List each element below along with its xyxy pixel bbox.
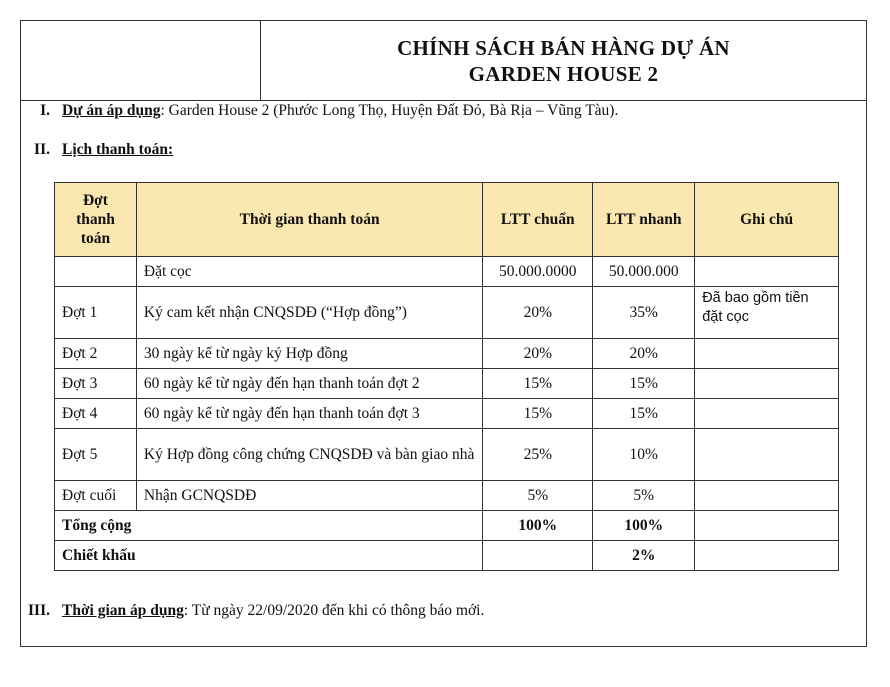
cell-note: Đã bao gồm tiền đặt cọc: [695, 287, 839, 339]
cell-note: [695, 481, 839, 511]
cell-std: 15%: [483, 399, 593, 429]
total-row: [55, 511, 839, 541]
cell-std: 50.000.0000: [483, 257, 593, 287]
cell-time: Đặt cọc: [136, 257, 482, 287]
table-row: [55, 257, 839, 287]
cell-time: 60 ngày kể từ ngày đến hạn thanh toán đợt 2: [136, 369, 482, 399]
cell-fast: 5%: [593, 481, 695, 511]
section-text: : Garden House 2 (Phước Long Thọ, Huyện Đất Đỏ, Bà Rịa – Vũng Tàu).: [160, 102, 619, 119]
cell-stage: Đợt 2: [55, 339, 137, 369]
discount-std: [483, 541, 593, 571]
cell-std: 20%: [483, 339, 593, 369]
discount-fast: 2%: [593, 541, 695, 571]
table-row: [55, 429, 839, 481]
cell-stage: [55, 257, 137, 287]
table-header-row: [55, 183, 839, 257]
cell-note: [695, 257, 839, 287]
total-label: Tổng cộng: [55, 511, 483, 541]
header-logo-cell: [21, 21, 261, 100]
cell-std: 20%: [483, 287, 593, 339]
header-fast: LTT nhanh: [593, 183, 695, 257]
total-std: 100%: [483, 511, 593, 541]
cell-fast: 15%: [593, 369, 695, 399]
cell-std: 25%: [483, 429, 593, 481]
table-row: [55, 287, 839, 339]
cell-time: 60 ngày kể từ ngày đến hạn thanh toán đợt 3: [136, 399, 482, 429]
cell-stage: Đợt cuối: [55, 481, 137, 511]
cell-time: Ký cam kết nhận CNQSDĐ (“Hợp đồng”): [136, 287, 482, 339]
cell-fast: 10%: [593, 429, 695, 481]
header-row: [21, 21, 866, 101]
cell-stage: Đợt 5: [55, 429, 137, 481]
section-number: II.: [34, 141, 50, 158]
title-line-2: GARDEN HOUSE 2: [468, 61, 659, 86]
cell-stage: Đợt 4: [55, 399, 137, 429]
cell-time: 30 ngày kể từ ngày ký Hợp đồng: [136, 339, 482, 369]
cell-std: 5%: [483, 481, 593, 511]
cell-note: [695, 339, 839, 369]
header-note: Ghi chú: [695, 183, 839, 257]
header-stage: Đợt thanh toán: [55, 183, 137, 257]
total-note: [695, 511, 839, 541]
section-number: I.: [40, 102, 50, 119]
section-text: : Từ ngày 22/09/2020 đến khi có thông báo mới.: [183, 602, 485, 619]
section-project: [24, 102, 618, 120]
cell-stage: Đợt 3: [55, 369, 137, 399]
cell-stage: Đợt 1: [55, 287, 137, 339]
section-number: III.: [28, 602, 50, 619]
section-label: Lịch thanh toán:: [62, 141, 174, 158]
cell-fast: 35%: [593, 287, 695, 339]
discount-label: Chiết khấu: [55, 541, 483, 571]
cell-std: 15%: [483, 369, 593, 399]
page-title: [261, 21, 866, 100]
table-row: [55, 481, 839, 511]
discount-note: [695, 541, 839, 571]
cell-time: Ký Hợp đồng công chứng CNQSDĐ và bàn giao nhà: [136, 429, 482, 481]
discount-row: [55, 541, 839, 571]
header-time: Thời gian thanh toán: [136, 183, 482, 257]
cell-time: Nhận GCNQSDĐ: [136, 481, 482, 511]
cell-note: [695, 399, 839, 429]
section-effective-date: [14, 602, 484, 620]
cell-fast: 15%: [593, 399, 695, 429]
header-std: LTT chuẩn: [483, 183, 593, 257]
table-row: [55, 399, 839, 429]
total-fast: 100%: [593, 511, 695, 541]
cell-note: [695, 429, 839, 481]
title-line-1: CHÍNH SÁCH BÁN HÀNG DỰ ÁN: [397, 35, 730, 60]
section-payment-schedule: [24, 141, 173, 159]
section-label: Thời gian áp dụng: [62, 602, 184, 619]
payment-table: [54, 182, 839, 571]
cell-fast: 20%: [593, 339, 695, 369]
cell-fast: 50.000.000: [593, 257, 695, 287]
table-row: [55, 369, 839, 399]
table-row: [55, 339, 839, 369]
section-label: Dự án áp dụng: [62, 102, 161, 119]
cell-note: [695, 369, 839, 399]
